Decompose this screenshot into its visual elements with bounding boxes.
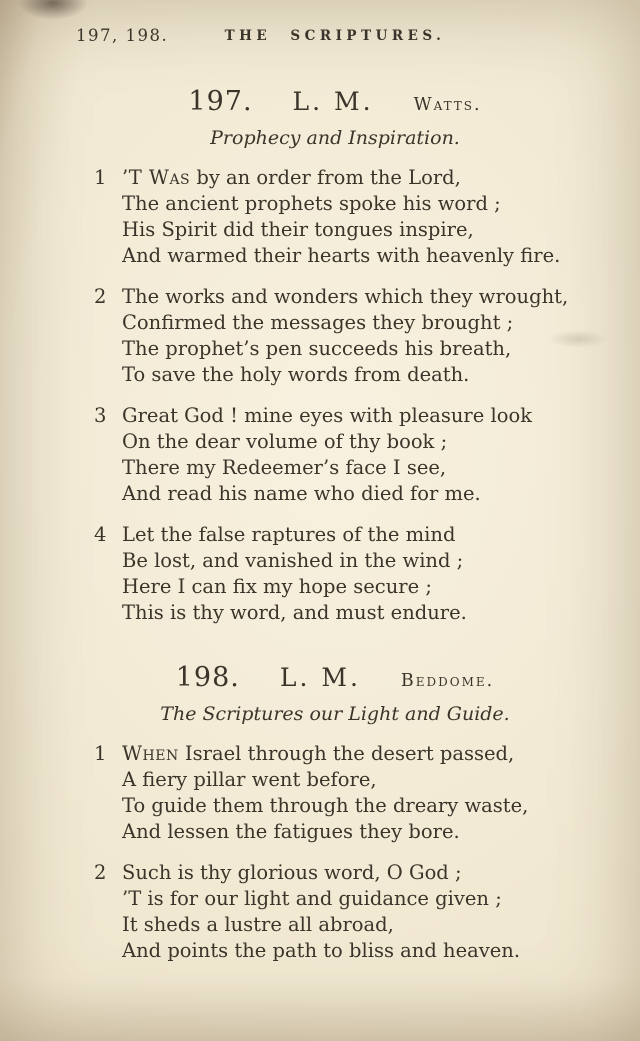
verse-line: It sheds a lustre all abroad,: [122, 913, 394, 936]
verse-line: The works and wonders which they wrought,: [122, 285, 569, 308]
verse-line: On the dear volume of thy book ;: [122, 430, 448, 453]
verse-line: Such is thy glorious word, O God ;: [122, 861, 462, 884]
verse-line: [122, 741, 600, 767]
verse: [94, 860, 600, 964]
hymn-author: Watts.: [413, 95, 482, 115]
verse-line: To save the holy words from death.: [122, 363, 470, 386]
verse-line: And read his name who died for me.: [122, 482, 481, 505]
verse-line: To guide them through the dreary waste,: [122, 794, 529, 817]
hymn-subtitle: Prophecy and Inspiration.: [210, 127, 460, 149]
hymn-meter: L. M.: [292, 87, 374, 116]
header-page-numbers: 197, 198.: [76, 26, 169, 45]
verse-line: Let the false raptures of the mind: [122, 523, 456, 546]
hymn-author: Beddome.: [400, 671, 495, 691]
hymn-heading: [70, 662, 600, 693]
hymn-number: 197.: [188, 86, 253, 117]
page-header: [70, 24, 600, 52]
verse-line: [122, 165, 600, 191]
hymn-number: 198.: [175, 662, 240, 693]
hymn-verses: [94, 741, 600, 964]
verse-line: And points the path to bliss and heaven.: [122, 939, 521, 962]
verse-number: 1: [94, 742, 107, 765]
verse: [94, 284, 600, 388]
hymn-verses: [94, 165, 600, 626]
verse-line: And lessen the fatigues they bore.: [122, 820, 460, 843]
verse-lead-word: ’T Was: [122, 166, 191, 189]
hymn-heading: [70, 86, 600, 117]
header-running-title: THE SCRIPTURES.: [224, 28, 446, 44]
verse-line: Be lost, and vanished in the wind ;: [122, 549, 464, 572]
verse-line: Confirmed the messages they brought ;: [122, 311, 514, 334]
verse-line: And warmed their hearts with heavenly fire.: [122, 244, 561, 267]
verse: [94, 522, 600, 626]
verse-number: 4: [94, 523, 107, 546]
verse-line-rest: by an order from the Lord,: [190, 166, 461, 189]
verse-line: There my Redeemer’s face I see,: [122, 456, 447, 479]
hymn-meter: L. M.: [279, 663, 361, 692]
verse-line: ’T is for our light and guidance given ;: [122, 887, 502, 910]
verse-number: 2: [94, 861, 107, 884]
verse-line: His Spirit did their tongues inspire,: [122, 218, 474, 241]
verse-number: 2: [94, 285, 107, 308]
verse-line: The prophet’s pen succeeds his breath,: [122, 337, 512, 360]
verse-lead-word: When: [122, 742, 179, 765]
verse: [94, 165, 600, 269]
verse: [94, 403, 600, 507]
hymn-198: [70, 662, 600, 964]
verse-number: 3: [94, 404, 107, 427]
hymn-subtitle: The Scriptures our Light and Guide.: [160, 703, 510, 725]
verse-line: A fiery pillar went before,: [122, 768, 377, 791]
verse-line: This is thy word, and must endure.: [122, 601, 467, 624]
verse-line: The ancient prophets spoke his word ;: [122, 192, 501, 215]
verse-line: Here I can fix my hope secure ;: [122, 575, 432, 598]
verse-number: 1: [94, 166, 107, 189]
verse-line-rest: Israel through the desert passed,: [178, 742, 515, 765]
hymn-197: [70, 86, 600, 626]
verse-line: Great God ! mine eyes with pleasure look: [122, 404, 533, 427]
verse: [94, 741, 600, 845]
